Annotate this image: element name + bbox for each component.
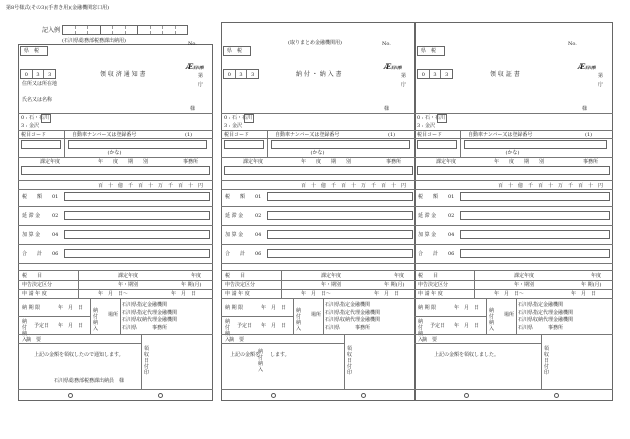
stamp-label2-3: 庁 <box>598 82 604 88</box>
notice-end: します。 <box>270 352 290 358</box>
lower-right-0-3: 課定年度 <box>514 273 535 279</box>
amount-cells-1-1 <box>64 211 210 220</box>
digits-label-1: 百 十 億 千 百 十 万 千 百 十 円 <box>98 183 204 189</box>
bank-2-1: 石川県指定代理金融機関 <box>325 309 381 316</box>
one-label-2: (1) <box>388 132 396 138</box>
period-unit-2: 年 期(月) <box>384 282 405 288</box>
amount-label-3-2: 加 算 金 <box>418 232 437 238</box>
lower-right-1-3: 年・期別 <box>514 282 535 288</box>
pay-label-b-3: 納付 納入 <box>418 319 424 343</box>
ymd-c-1: 年 月 日 <box>58 323 84 329</box>
pay-label-b-1: 納付 納入 <box>22 319 28 343</box>
deadline-label-3: 納 期 限 <box>418 305 437 311</box>
honorific-2: 様 <box>384 106 390 112</box>
issuer-name: (石川県総務部税務課出納用) <box>62 38 126 44</box>
kana-label-2: (かな) <box>310 150 325 156</box>
bank-1-2: 石川県収納代理金融機関 <box>122 317 178 323</box>
amount-cells-3-0 <box>460 192 610 201</box>
tax-code-label-3: 税目コード <box>417 132 443 138</box>
year-cells-1 <box>21 166 210 175</box>
lower-row-1-0: 税 目 <box>22 273 43 279</box>
bank-3-2: 石川県収納代理金融機関 <box>518 317 574 323</box>
amount-code-2-3: 06 <box>255 251 262 257</box>
ymd-a-2: 年 月 日 <box>374 291 400 297</box>
amount-cells-2-1 <box>267 211 413 220</box>
amount-code-3-3: 06 <box>448 251 455 257</box>
notice-pay: 納付 納入 <box>258 349 264 373</box>
lower-right-1-1: 年・期別 <box>118 282 139 288</box>
record-grid <box>62 25 188 35</box>
amount-code-1-1: 02 <box>52 213 59 219</box>
year-cells-3 <box>417 166 610 175</box>
stamp-vertical-1: 領収日付印 <box>144 346 150 376</box>
amount-label-3-0: 税 額 <box>418 194 439 200</box>
bank-2-3: 石川県 事務所 <box>325 324 371 331</box>
amount-cells-1-0 <box>64 192 210 201</box>
bank-1-3: 石川県 事務所 <box>122 324 168 331</box>
punch-hole-icon <box>158 393 163 398</box>
scheduled-label-3: 予定日 <box>430 323 446 329</box>
tax-label-2: 県 税 <box>227 48 243 54</box>
no-label-2: No. <box>382 41 391 47</box>
stamp-label-2: 第 <box>401 73 407 79</box>
amount-code-1-0: 01 <box>52 194 59 200</box>
summary-label-1: 摘 要 <box>26 337 42 343</box>
no-label-1: No. <box>188 41 197 47</box>
scheduled-label-1: 予定日 <box>34 323 50 329</box>
bank-1-0: 石川県指定金融機関 <box>122 302 168 308</box>
amount-label-2-1: 延 滞 金 <box>225 213 244 219</box>
logo-mark-icon: Æ <box>578 62 585 71</box>
no-label-3: No. <box>568 41 577 47</box>
year-unit-2: 年度 <box>394 273 405 279</box>
year-unit-1: 年度 <box>191 273 202 279</box>
lower-row-2-2: 申 請 年 度 <box>225 291 250 297</box>
lower-right-0-1: 課定年度 <box>118 273 139 279</box>
lower-row-1-1: 申告決定区分 <box>22 282 53 288</box>
amount-label-1-2: 加 算 金 <box>22 232 41 238</box>
ymd-b-1: 年 月 日 <box>58 305 84 311</box>
stamp-label-1: 第 <box>198 73 204 79</box>
stamp-label2-1: 庁 <box>198 82 204 88</box>
ymd-b-2: 年 月 日 <box>261 305 287 311</box>
notice-text-2: 上記の金額を <box>230 352 261 358</box>
amount-cells-2-2 <box>267 230 413 239</box>
scheduled-label-2: 予定日 <box>237 323 253 329</box>
region-2-3: 3 : 金沢 <box>417 123 436 129</box>
stamp-vertical-3: 領収日付印 <box>544 346 550 376</box>
stamp-label2-2: 庁 <box>401 82 407 88</box>
ymd-b-3: 年 月 日 <box>454 305 480 311</box>
amount-code-3-1: 02 <box>448 213 455 219</box>
amount-label-2-0: 税 額 <box>225 194 246 200</box>
amount-cells-3-2 <box>460 230 610 239</box>
logo-mark-icon: Æ <box>186 62 193 71</box>
region-2-2: 3 : 金沢 <box>224 123 243 129</box>
lower-right-1-2: 年・期別 <box>321 282 342 288</box>
pay-label-b-2: 納付 納入 <box>225 319 231 343</box>
lower-row-3-2: 申 請 年 度 <box>418 291 443 297</box>
region-box-1 <box>41 114 51 123</box>
pref-logo-1: Æ石川県 <box>186 62 204 71</box>
amount-code-1-2: 04 <box>52 232 59 238</box>
amount-label-1-3: 合 計 <box>22 251 43 257</box>
amount-code-2-2: 04 <box>255 232 262 238</box>
year-label-3: 課定年度 <box>436 159 457 165</box>
deadline-label-1: 納 期 限 <box>22 305 41 311</box>
notice-text-3: 上記の金額を領収しました。 <box>434 352 500 358</box>
lower-row-2-1: 申告決定区分 <box>225 282 256 288</box>
bank-3-0: 石川県指定金融機関 <box>518 302 564 308</box>
code-box-2: 0 3 3 <box>223 69 259 79</box>
region-box-2 <box>244 114 254 123</box>
lower-right-2-3: 年 月 日～ <box>494 291 525 297</box>
office-label-1: 事務所 <box>183 159 199 165</box>
pref-logo-2: Æ石川県 <box>384 62 402 71</box>
place-label-1: 場所 <box>108 312 119 318</box>
amount-cells-1-3 <box>64 249 210 258</box>
region-1-3: 0 : 石・石川 <box>417 115 446 121</box>
ymd-c-3: 年 月 日 <box>454 323 480 329</box>
one-label-3: (1) <box>585 132 593 138</box>
place-label-3: 場所 <box>504 312 515 318</box>
form-title: 第8号様式(その3)(手書き用)(金融機関窓口用) <box>6 5 110 11</box>
kana-label-3: (かな) <box>505 150 520 156</box>
lower-row-3-1: 申告決定区分 <box>418 282 449 288</box>
amount-code-1-3: 06 <box>52 251 59 257</box>
summary-label-3: 摘 要 <box>422 337 438 343</box>
year-cells-2 <box>224 166 413 175</box>
car-label-1: 自動車ナンバー又は登録番号 <box>72 132 137 138</box>
bank-3-3: 石川県 事務所 <box>518 324 564 331</box>
punch-hole-icon <box>271 393 276 398</box>
period-label-3: 年 度 期 別 <box>494 159 545 165</box>
amount-label-2-3: 合 計 <box>225 251 246 257</box>
period-unit-1: 年 期(月) <box>181 282 202 288</box>
one-label-1: (1) <box>185 132 193 138</box>
lower-row-2-0: 税 目 <box>225 273 246 279</box>
logo-mark-icon: Æ <box>384 62 391 71</box>
amount-label-1-0: 税 額 <box>22 194 43 200</box>
tax-code-label-1: 税目コード <box>21 132 47 138</box>
ymd-c-2: 年 月 日 <box>261 323 287 329</box>
address-label: 住所又は所在地 <box>22 81 58 87</box>
pref-logo-3: Æ石川県 <box>578 62 596 71</box>
deadline-label-2: 納 期 限 <box>225 305 244 311</box>
pay-label-1: 納付 納入 <box>93 308 99 332</box>
tax-label-3: 県 税 <box>421 48 437 54</box>
office-label-3: 事務所 <box>583 159 599 165</box>
name-label: 氏名又は名称 <box>22 97 53 103</box>
tax-code-cells-3 <box>417 140 457 149</box>
lower-right-0-2: 課定年度 <box>321 273 342 279</box>
office-label-2: 事務所 <box>386 159 402 165</box>
region-2-1: 3 : 金沢 <box>21 123 40 129</box>
signature: 石川県総務部税務課出納員 様 <box>54 378 125 384</box>
stamp-vertical-2: 領収日付印 <box>347 346 353 376</box>
amount-cells-1-2 <box>64 230 210 239</box>
amount-label-3-1: 延 滞 金 <box>418 213 437 219</box>
bank-2-0: 石川県指定金融機関 <box>325 302 371 308</box>
lower-right-2-1: 年 月 日～ <box>98 291 129 297</box>
year-label-2: 課定年度 <box>243 159 264 165</box>
digits-label-3: 百 十 億 千 百 十 万 千 百 十 円 <box>498 183 604 189</box>
punch-hole-icon <box>464 393 469 398</box>
pay-label-3: 納付 納入 <box>489 308 495 332</box>
amount-cells-2-0 <box>267 192 413 201</box>
punch-hole-icon <box>361 393 366 398</box>
car-cells-2 <box>271 140 410 149</box>
amount-code-3-0: 01 <box>448 194 455 200</box>
tax-label-1: 県 税 <box>24 48 40 54</box>
bank-1-1: 石川県指定代理金融機関 <box>122 309 178 316</box>
car-label-2: 自動車ナンバー又は登録番号 <box>275 132 340 138</box>
col-title-2: 納 付 ・ 納 入 書 <box>296 71 342 78</box>
honorific-3: 様 <box>582 106 588 112</box>
punch-hole-icon <box>68 393 73 398</box>
digits-label-2: 百 十 億 千 百 十 万 千 百 十 円 <box>301 183 407 189</box>
honorific-1: 様 <box>190 106 196 112</box>
amount-code-2-0: 01 <box>255 194 262 200</box>
lower-row-3-0: 税 目 <box>418 273 439 279</box>
amount-code-2-1: 02 <box>255 213 262 219</box>
amount-cells-2-3 <box>267 249 413 258</box>
ymd-a-3: 年 月 日 <box>571 291 597 297</box>
pay-label-2: 納付 納入 <box>296 308 302 332</box>
period-label-2: 年 度 期 別 <box>301 159 352 165</box>
lower-row-1-2: 申 請 年 度 <box>22 291 47 297</box>
amount-cells-3-3 <box>460 249 610 258</box>
year-label-1: 課定年度 <box>40 159 61 165</box>
amount-label-2-2: 加 算 金 <box>225 232 244 238</box>
amount-label-3-3: 合 計 <box>418 251 439 257</box>
kana-label-1: (かな) <box>107 150 122 156</box>
punch-hole-icon <box>554 393 559 398</box>
tax-code-cells-1 <box>21 140 61 149</box>
tax-code-cells-2 <box>224 140 264 149</box>
place-label-2: 場所 <box>311 312 322 318</box>
code-box-3: 0 3 3 <box>417 69 453 79</box>
bank-3-1: 石川県指定代理金融機関 <box>518 309 574 316</box>
amount-cells-3-1 <box>460 211 610 220</box>
summary-label-2: 摘 要 <box>229 337 245 343</box>
car-label-3: 自動車ナンバー又は登録番号 <box>468 132 533 138</box>
period-unit-3: 年 期(月) <box>581 282 602 288</box>
col-title-3: 領 収 証 書 <box>490 71 520 78</box>
combined-bank-label: (取りまとめ金融機関用) <box>288 40 342 46</box>
ymd-a-1: 年 月 日 <box>171 291 197 297</box>
col-title-1: 領 収 済 通 知 書 <box>100 71 146 78</box>
record-label: 記入例 <box>42 27 61 34</box>
amount-code-3-2: 04 <box>448 232 455 238</box>
region-1-1: 0 : 石・石川 <box>21 115 50 121</box>
tax-code-label-2: 税目コード <box>224 132 250 138</box>
amount-label-1-1: 延 滞 金 <box>22 213 41 219</box>
car-cells-3 <box>464 140 607 149</box>
region-1-2: 0 : 石・石川 <box>224 115 253 121</box>
period-label-1: 年 度 期 別 <box>98 159 149 165</box>
bank-2-2: 石川県収納代理金融機関 <box>325 317 381 323</box>
lower-right-2-2: 年 月 日～ <box>301 291 332 297</box>
region-box-3 <box>437 114 447 123</box>
code-box-1: 0 3 3 <box>20 69 56 79</box>
stamp-label-3: 第 <box>598 73 604 79</box>
year-unit-3: 年度 <box>591 273 602 279</box>
notice-text-1: 上記の金額を領収したので通知します。 <box>34 352 124 358</box>
car-cells-1 <box>68 140 207 149</box>
